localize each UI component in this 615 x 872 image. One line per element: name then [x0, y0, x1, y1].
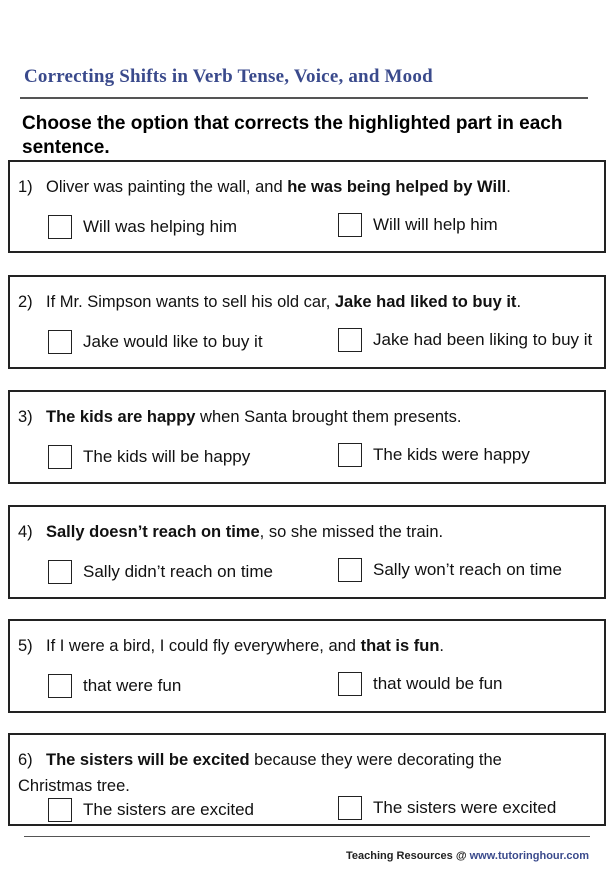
question-text-5 — [18, 633, 598, 659]
question-card-1 — [8, 160, 606, 253]
option-2b[interactable] — [338, 328, 592, 352]
question-text-6 — [18, 747, 544, 799]
option-label: The sisters were excited — [373, 798, 557, 817]
option-5b[interactable] — [338, 672, 502, 696]
option-4a[interactable] — [48, 560, 273, 584]
question-number: 5) — [18, 637, 33, 655]
question-highlight: that is fun — [360, 637, 440, 655]
question-number: 1) — [18, 178, 33, 196]
question-card-6 — [8, 733, 606, 826]
question-highlight: Sally doesn’t reach on time — [46, 523, 260, 541]
option-label: that would be fun — [373, 674, 503, 693]
question-number: 6) — [18, 751, 33, 769]
checkbox[interactable] — [338, 328, 362, 352]
checkbox[interactable] — [48, 215, 72, 239]
question-text-2 — [18, 289, 598, 315]
question-highlight: The sisters will be excited — [46, 751, 250, 769]
checkbox[interactable] — [48, 330, 72, 354]
footer-divider — [24, 836, 590, 837]
question-after: . — [516, 293, 522, 311]
question-after: because they were decorating the Christmas tree. — [18, 751, 502, 795]
checkbox[interactable] — [48, 674, 72, 698]
question-before: If Mr. Simpson wants to sell his old car, — [46, 293, 335, 311]
question-after: when Santa brought them presents. — [195, 408, 462, 426]
instructions: Choose the option that corrects the highlighted part in each sentence. — [22, 113, 563, 158]
option-3b[interactable] — [338, 443, 530, 467]
checkbox[interactable] — [338, 796, 362, 820]
option-label: Jake would like to buy it — [83, 332, 263, 351]
question-number: 2) — [18, 293, 33, 311]
checkbox[interactable] — [338, 213, 362, 237]
option-1a[interactable] — [48, 215, 237, 239]
question-highlight: he was being helped by Will — [287, 178, 507, 196]
option-label: Will was helping him — [83, 217, 237, 236]
option-6a[interactable] — [48, 798, 254, 822]
question-after: , so she missed the train. — [259, 523, 444, 541]
question-number: 3) — [18, 408, 33, 426]
question-card-2 — [8, 275, 606, 369]
checkbox[interactable] — [338, 558, 362, 582]
question-highlight: The kids are happy — [46, 408, 196, 426]
checkbox[interactable] — [48, 445, 72, 469]
question-after: . — [439, 637, 444, 655]
checkbox[interactable] — [48, 560, 72, 584]
option-label: Jake had been liking to buy it — [373, 330, 593, 349]
option-label: The sisters are excited — [83, 800, 255, 819]
question-card-4 — [8, 505, 606, 599]
footer-label: Teaching Resources @ — [346, 850, 470, 862]
question-text-4 — [18, 519, 598, 545]
question-text-1 — [18, 174, 598, 200]
option-label: The kids will be happy — [83, 447, 251, 466]
checkbox[interactable] — [48, 798, 72, 822]
question-after: . — [506, 178, 511, 196]
worksheet-title: Correcting Shifts in Verb Tense, Voice, and Mood — [24, 66, 433, 87]
option-label: Sally didn’t reach on time — [83, 562, 273, 581]
question-number: 4) — [18, 523, 33, 541]
option-label: Will will help him — [373, 215, 498, 234]
title-divider — [20, 97, 588, 99]
checkbox[interactable] — [338, 672, 362, 696]
option-1b[interactable] — [338, 213, 498, 237]
question-card-3 — [8, 390, 606, 484]
option-label: Sally won’t reach on time — [373, 560, 562, 579]
question-before: If I were a bird, I could fly everywhere, and — [46, 637, 361, 655]
checkbox[interactable] — [338, 443, 362, 467]
option-3a[interactable] — [48, 445, 250, 469]
option-2a[interactable] — [48, 330, 263, 354]
option-6b[interactable] — [338, 796, 556, 820]
option-4b[interactable] — [338, 558, 562, 582]
option-5a[interactable] — [48, 674, 181, 698]
option-label: that were fun — [83, 676, 182, 695]
question-highlight: Jake had liked to buy it — [334, 293, 517, 311]
question-before: Oliver was painting the wall, and — [46, 178, 288, 196]
footer-link[interactable]: www.tutoringhour.com — [469, 850, 589, 862]
footer-credit — [346, 850, 589, 862]
question-card-5 — [8, 619, 606, 713]
question-text-3 — [18, 404, 598, 430]
option-label: The kids were happy — [373, 445, 530, 464]
